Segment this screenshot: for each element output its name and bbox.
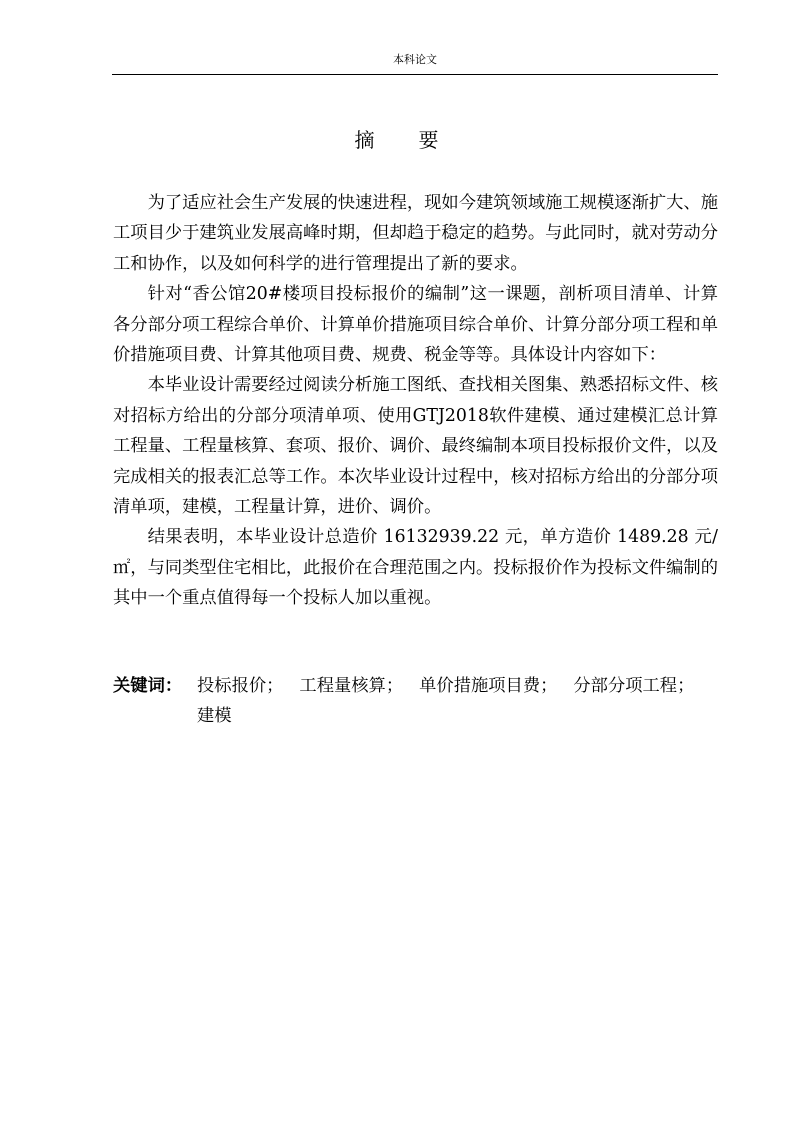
keywords-label: 关键词： — [113, 676, 183, 696]
abstract-paragraph: 为了适应社会生产发展的快速进程，现如今建筑领域施工规模逐渐扩大、施工项目少于建筑业发展高峰时期，但却趋于稳定的趋势。与此同时，就对劳动分工和协作，以及如何科学的进行管理提出了新的要求。 — [113, 193, 718, 274]
abstract-paragraph: 本毕业设计需要经过阅读分析施工图纸、查找相关图集、熟悉招标文件、核对招标方给出的分部分项清单项、使用GTJ2018软件建模、通过建模汇总计算工程量、工程量核算、套项、报价、调价、最终编制本项目投标报价文件，以及完成相关的报表汇总等工作。本次毕业设计过程中，核对招标方给出的分部分项清单项，建模，工程量计算，进价、调价。 — [113, 375, 718, 518]
page-header — [112, 52, 718, 75]
keywords-list — [197, 671, 718, 731]
abstract-title-left: 摘 — [354, 128, 375, 152]
abstract-body — [113, 188, 718, 614]
abstract-title-right: 要 — [418, 128, 439, 152]
keywords-section — [113, 671, 718, 731]
abstract-paragraph: 结果表明，本毕业设计总造价 16132939.22 元，单方造价 1489.28 元/㎡，与同类型住宅相比，此报价在合理范围之内。投标报价作为投标文件编制的其中一个重点值得每一个投标人加以重视。 — [113, 527, 718, 609]
keyword-item: 分部分项工程； — [573, 676, 695, 696]
keyword-item: 建模 — [197, 706, 232, 726]
keyword-item: 投标报价； — [197, 676, 284, 696]
keyword-item: 工程量核算； — [299, 676, 404, 696]
abstract-title — [0, 126, 793, 154]
keyword-item: 单价措施项目费； — [419, 676, 558, 696]
abstract-paragraph: 针对“香公馆20#楼项目投标报价的编制”这一课题，剖析项目清单、计算各分部分项工程综合单价、计算单价措施项目综合单价、计算分部分项工程和单价措施项目费、计算其他项目费、规费、税金等等。具体设计内容如下： — [113, 284, 718, 366]
header-text: 本科论文 — [393, 53, 437, 66]
